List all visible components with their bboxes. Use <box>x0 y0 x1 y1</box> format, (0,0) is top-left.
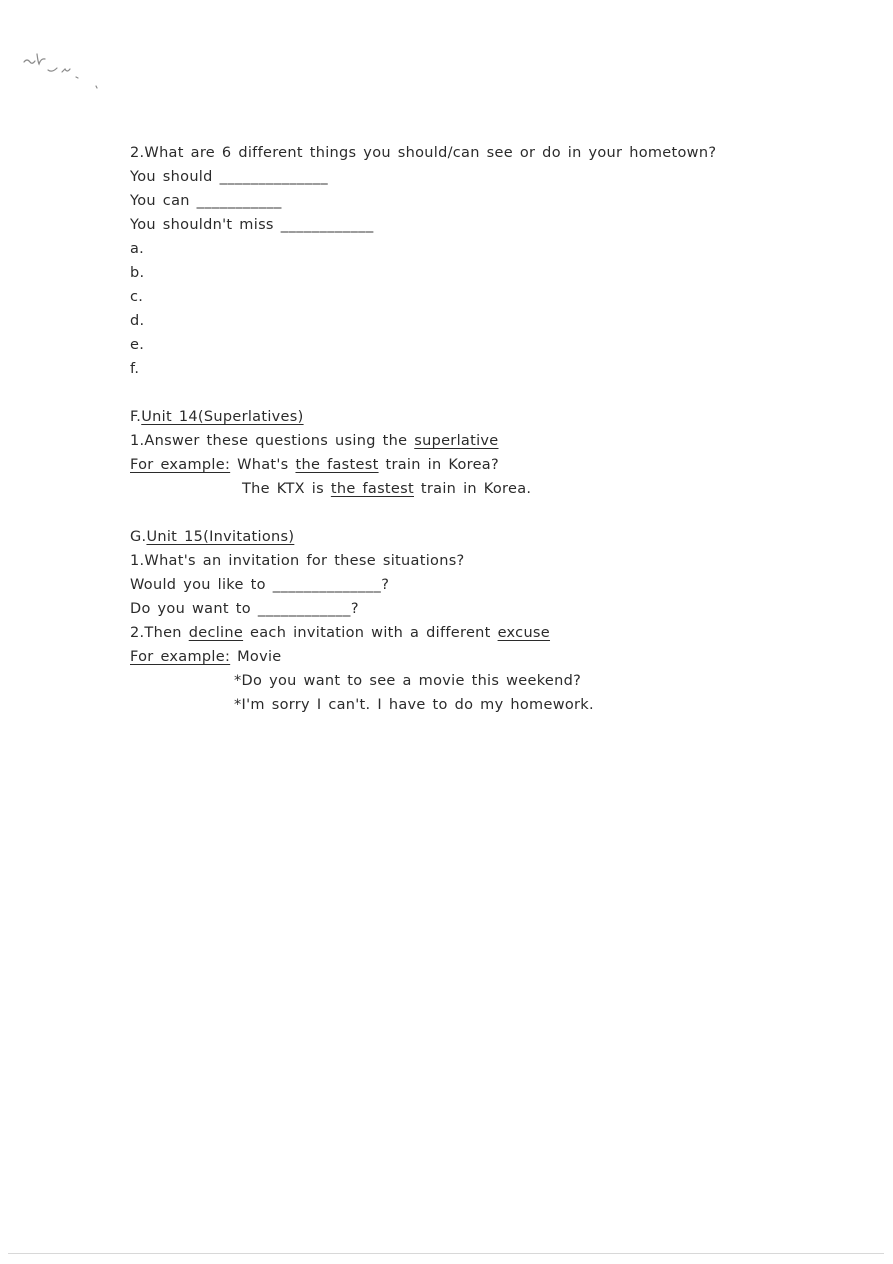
section-f-example-label: For example: <box>130 457 231 473</box>
question-2-title: 2.What are 6 different things you should/can see or do in your hometown? <box>130 145 717 161</box>
you-can-blank: ___________ <box>196 193 282 209</box>
section-f-a-key: the fastest <box>330 481 414 497</box>
section-f-heading <box>130 407 770 431</box>
would-you-like-line <box>130 575 770 599</box>
do-you-want-end: ? <box>350 601 359 617</box>
section-g-heading <box>130 527 770 551</box>
you-can-line <box>130 191 770 215</box>
section-f-q-key: the fastest <box>295 457 379 473</box>
you-should-line <box>130 167 770 191</box>
section-g-question-1: 1.What's an invitation for these situations? <box>130 553 465 569</box>
section-g-example-invite: *Do you want to see a movie this weekend? <box>234 673 582 689</box>
you-should-lead: You should <box>130 169 213 185</box>
handwritten-scribble <box>18 44 113 89</box>
answer-letter-f: f. <box>130 361 140 377</box>
section-f-a-lead: The KTX is <box>242 481 324 497</box>
you-should-blank: ______________ <box>219 169 329 185</box>
section-g-example-decline: *I'm sorry I can't. I have to do my homework. <box>234 697 594 713</box>
spacer <box>130 383 770 407</box>
you-can-lead: You can <box>130 193 190 209</box>
section-g-example-topic-line <box>130 647 770 671</box>
worksheet <box>130 143 770 719</box>
section-g-example-label: For example: <box>130 649 231 665</box>
section-g-q2-lead: 2.Then <box>130 625 182 641</box>
section-g-example-topic: Movie <box>237 649 282 665</box>
answer-letter-b: b. <box>130 265 145 281</box>
section-g-q2-excuse: excuse <box>497 625 551 641</box>
would-you-like-blank: ______________ <box>272 577 382 593</box>
section-f-example-answer <box>130 479 770 503</box>
section-f-prefix: F. <box>130 409 142 425</box>
answer-letter-a: a. <box>130 241 145 257</box>
you-shouldnt-miss-lead: You shouldn't miss <box>130 217 274 233</box>
do-you-want-lead: Do you want to <box>130 601 251 617</box>
section-g-q2-mid: each invitation with a different <box>250 625 491 641</box>
section-f-q-lead: What's <box>237 457 289 473</box>
section-f-a-tail: train in Korea. <box>420 481 532 497</box>
section-f-q-tail: train in Korea? <box>385 457 499 473</box>
section-f-title: Unit 14(Superlatives) <box>141 409 304 425</box>
do-you-want-blank: ____________ <box>257 601 351 617</box>
section-f-instruction-key: superlative <box>414 433 499 449</box>
would-you-like-end: ? <box>381 577 390 593</box>
answer-letter-c: c. <box>130 289 144 305</box>
section-g-q2-decline: decline <box>188 625 244 641</box>
you-shouldnt-miss-blank: ____________ <box>280 217 374 233</box>
spacer <box>130 503 770 527</box>
answer-letter-e: e. <box>130 337 145 353</box>
would-you-like-lead: Would you like to <box>130 577 266 593</box>
you-shouldnt-miss-line <box>130 215 770 239</box>
section-f-instruction <box>130 431 770 455</box>
page-bottom-rule <box>8 1253 884 1254</box>
answer-letter-d: d. <box>130 313 145 329</box>
section-g-prefix: G. <box>130 529 147 545</box>
section-f-example-question <box>130 455 770 479</box>
section-g-question-2 <box>130 623 770 647</box>
section-f-instruction-lead: 1.Answer these questions using the <box>130 433 408 449</box>
section-g-title: Unit 15(Invitations) <box>146 529 295 545</box>
do-you-want-line <box>130 599 770 623</box>
